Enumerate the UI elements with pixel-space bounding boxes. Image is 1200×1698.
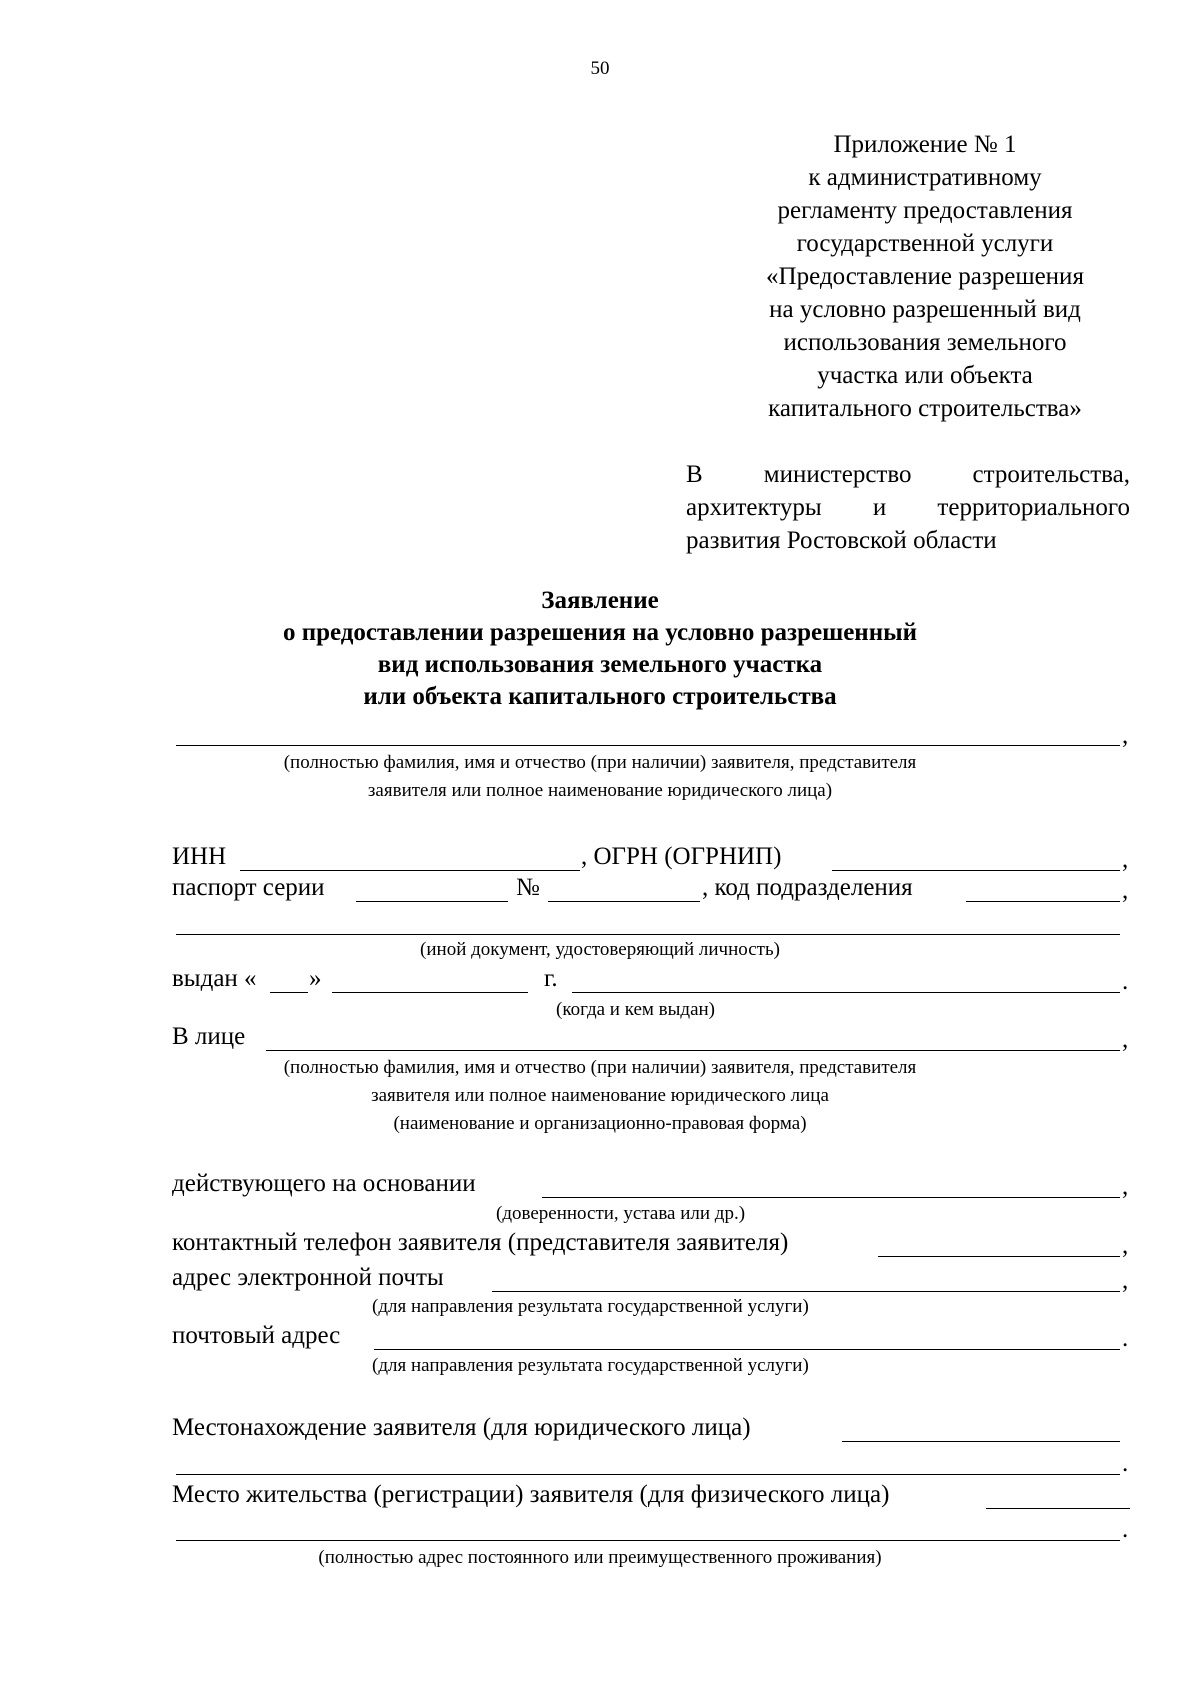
addressee-word: министерство [763,461,912,488]
issued-caption: (когда и кем выдан) [556,999,716,1020]
appendix-line: на условно разрешенный вид [769,296,1081,323]
appendix-line: использования земельного [783,329,1067,356]
issued-by-field[interactable] [572,992,1120,993]
issued-quote-close: » [309,965,322,992]
email-label: адрес электронной почты [172,1264,444,1291]
addressee-line-1 [686,458,1130,491]
addressee-word: архитектуры [686,494,822,521]
basis-label: действующего на основании [172,1170,476,1197]
location-label: Местонахождение заявителя (для юридического лица) [172,1414,751,1441]
title-line: или объекта капитального строительства [363,683,837,710]
number-label: № [516,874,540,901]
appendix-header [740,128,1110,425]
issued-day-field[interactable] [270,992,308,993]
other-document-caption: (иной документ, удостоверяющий личность) [420,939,780,960]
residence-field-1[interactable] [986,1508,1130,1509]
location-field-1[interactable] [842,1441,1120,1442]
inn-field[interactable] [240,870,580,871]
comma: , [1122,877,1129,904]
appendix-line: регламенту предоставления [777,197,1073,224]
appendix-line: участка или объекта [817,362,1033,389]
person-caption-1: (полностью фамилия, имя и отчество (при наличии) заявителя, представителя [283,1057,917,1078]
passport-number-field[interactable] [548,901,700,902]
comma: , [1122,722,1129,749]
addressee-word: строительства, [972,461,1130,488]
period: . [1122,1325,1129,1352]
title-line: Заявление [541,587,659,614]
phone-field[interactable] [878,1256,1120,1257]
other-document-field[interactable] [176,934,1120,935]
appendix-line: государственной услуги [796,230,1054,257]
person-caption-2: заявителя или полное наименование юридического лица [371,1085,829,1106]
comma: , [1122,1026,1129,1053]
comma: , [1122,1232,1129,1259]
comma: , [1122,1173,1129,1200]
issued-label: выдан « [172,965,257,992]
year-label: г. [544,965,558,992]
ogrn-label: , ОГРН (ОГРНИП) [581,843,782,870]
addressee-block [686,458,1130,557]
passport-series-field[interactable] [356,901,508,902]
postal-caption: (для направления результата государственной услуги) [372,1355,809,1376]
page-number: 50 [590,58,610,79]
postal-address-field[interactable] [374,1349,1120,1350]
addressee-word: В [686,461,703,488]
division-code-field[interactable] [966,901,1120,902]
division-label: , код подразделения [702,874,913,901]
addressee-line-3: развития Ростовской области [686,527,997,554]
residence-field-2[interactable] [176,1540,1120,1541]
comma: , [1122,1267,1129,1294]
period: . [1122,1450,1129,1477]
addressee-line-2 [686,491,1130,524]
representative-name-field[interactable] [266,1050,1120,1051]
comma: , [1122,846,1129,873]
document-title [0,585,1200,713]
appendix-line: к административному [808,164,1042,191]
issued-month-field[interactable] [332,992,528,993]
in-person-label: В лице [172,1023,246,1050]
applicant-name-field[interactable] [176,745,1120,746]
residence-caption: (полностью адрес постоянного или преимущественного проживания) [318,1547,882,1568]
title-line: вид использования земельного участка [377,651,823,678]
appendix-line: Приложение № 1 [833,131,1017,158]
email-field[interactable] [492,1291,1120,1292]
title-line: о предоставлении разрешения на условно разрешенный [282,619,918,646]
appendix-line: «Предоставление разрешения [766,263,1084,290]
residence-label: Место жительства (регистрации) заявителя (для физического лица) [172,1481,890,1508]
basis-caption: (доверенности, устава или др.) [496,1203,746,1224]
postal-label: почтовый адрес [172,1322,341,1349]
applicant-caption-2: заявителя или полное наименование юридического лица) [367,780,833,801]
period: . [1122,968,1129,995]
passport-label: паспорт серии [172,874,325,901]
email-caption: (для направления результата государственной услуги) [372,1296,809,1317]
location-field-2[interactable] [176,1474,1120,1475]
period: . [1122,1516,1129,1543]
addressee-word: территориального [937,494,1130,521]
inn-label: ИНН [172,843,227,870]
person-caption-3: (наименование и организационно-правовая форма) [393,1113,807,1134]
ogrn-field[interactable] [832,870,1120,871]
applicant-caption-1: (полностью фамилия, имя и отчество (при наличии) заявителя, представителя [283,752,917,773]
phone-label: контактный телефон заявителя (представителя заявителя) [172,1229,789,1256]
basis-field[interactable] [542,1197,1120,1198]
appendix-line: капитального строительства» [768,395,1082,422]
addressee-word: и [872,494,887,521]
